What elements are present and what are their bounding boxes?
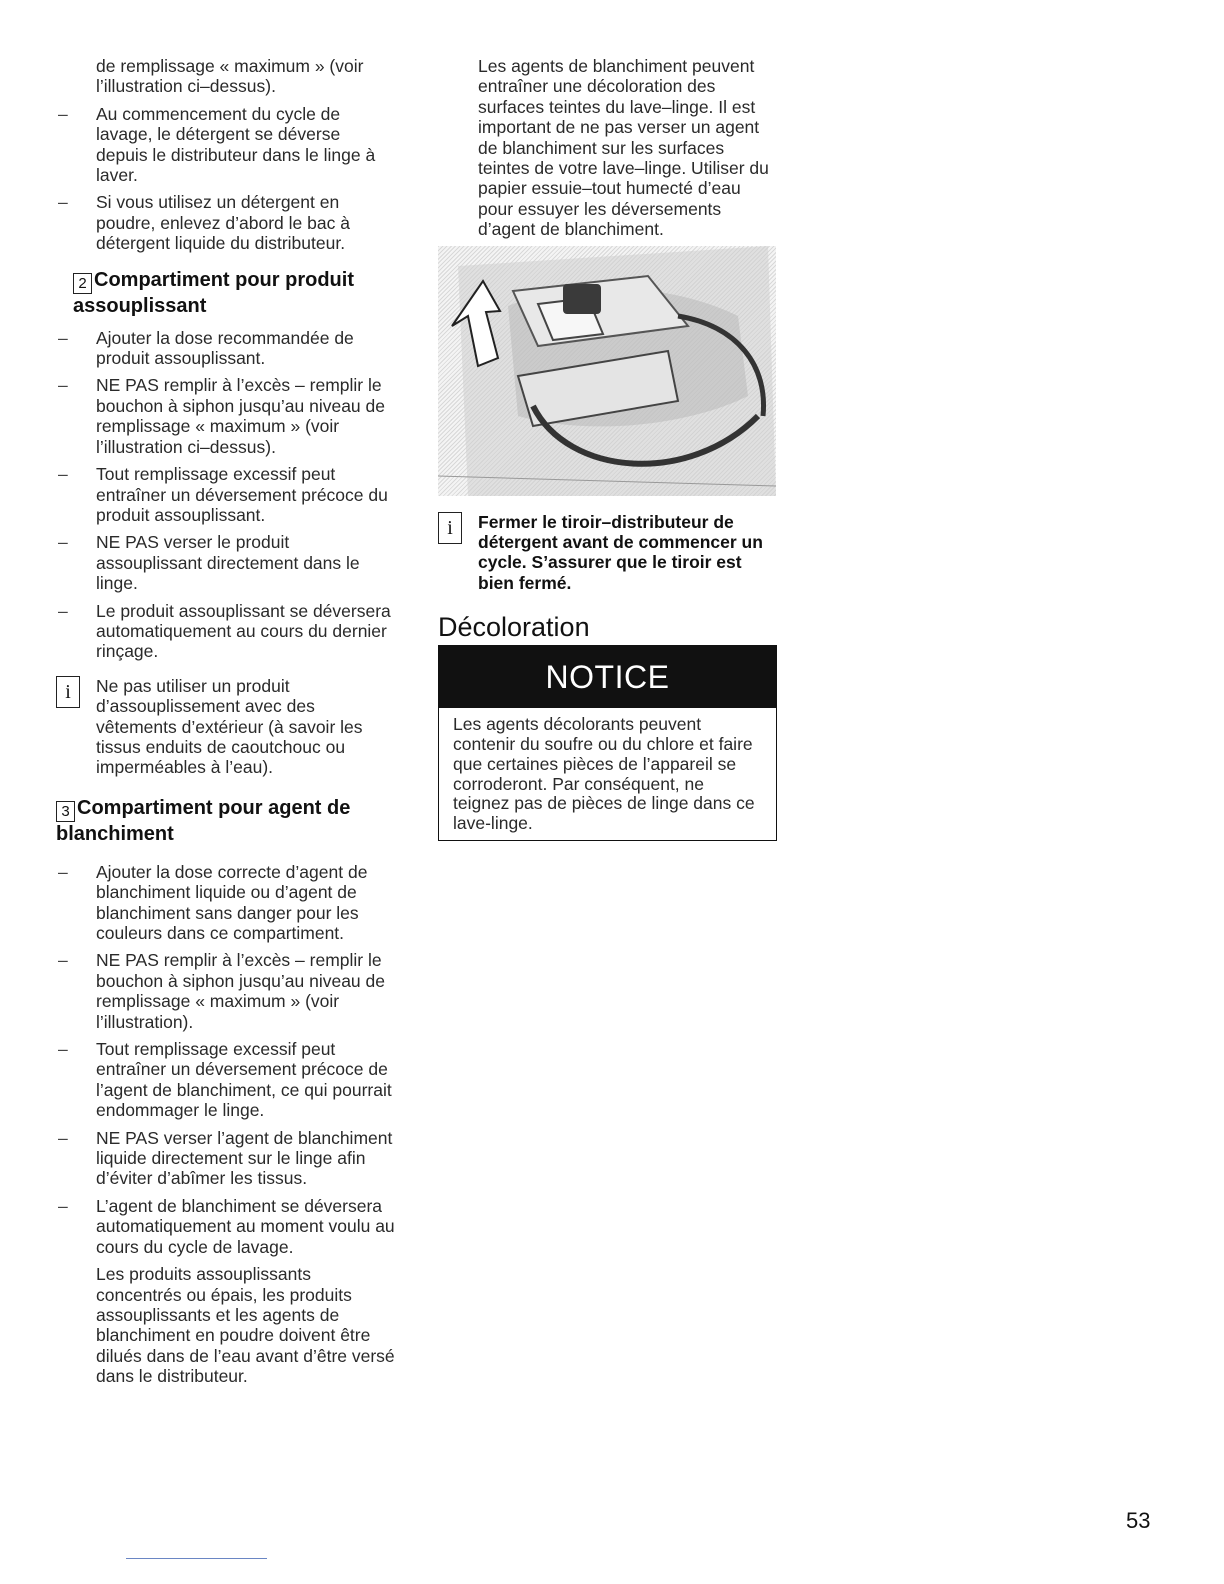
section-title-line2: blanchiment: [56, 822, 174, 845]
softener-list: [56, 328, 396, 662]
drawer-note-text: Fermer le tiroir–distributeur de détergent avant de commencer un cycle. S’assurer que le tiroir est bien fermé.: [478, 511, 763, 593]
list-item: – Si vous utilisez un détergent en poudre, enlevez d’abord le bac à détergent liquide du distributeur.: [56, 192, 396, 253]
drawer-note: [438, 512, 778, 594]
left-column: [56, 56, 396, 1394]
list-item: – Ajouter la dose correcte d’agent de blanchiment liquide ou d’agent de blanchiment sans danger pour les couleurs dans ce compartiment.: [56, 862, 396, 944]
info-icon: i: [56, 676, 80, 708]
page-number: 53: [1126, 1508, 1151, 1533]
section-title-line1: Compartiment pour produit: [94, 268, 354, 291]
footer-rule: [126, 1558, 267, 1559]
info-note-text: Ne pas utiliser un produit d’assouplissement avec des vêtements d’extérieur (à savoir les tissus enduits de caoutchouc ou imperméables à l’eau).: [96, 675, 363, 778]
bleach-warning-paragraph: Les agents de blanchiment peuvent entraîner une décoloration des surfaces teintes du lave–linge. Il est important de ne pas verser un agent de blanchiment sur les surfaces teintes de votre lave–linge. Utiliser du papier essuie–tout humecté d’eau pour essuyer les déversements d’agent de blanchiment.: [478, 56, 769, 240]
notice-box: [438, 645, 777, 841]
bleach-list: [56, 862, 396, 1387]
section-heading-softener: [56, 268, 396, 318]
list-item: – NE PAS verser l’agent de blanchiment liquide directement sur le linge afin d’éviter d’abîmer les tissus.: [56, 1128, 396, 1189]
list-item: – Tout remplissage excessif peut entraîner un déversement précoce du produit assouplissant.: [56, 464, 396, 525]
info-note-softener: [56, 676, 396, 778]
intro-continuation: de remplissage « maximum » (voir l’illustration ci–dessus).: [96, 56, 364, 97]
list-item: – Au commencement du cycle de lavage, le détergent se déverse depuis le distributeur dans le linge à laver.: [56, 104, 396, 186]
list-item: – NE PAS remplir à l’excès – remplir le bouchon à siphon jusqu’au niveau de remplissage « maximum » (voir l’illustration).: [56, 950, 396, 1032]
closing-paragraph: Les produits assouplissants concentrés ou épais, les produits assouplissants et les agents de blanchiment en poudre doivent être dilués dans de l’eau avant d’être versé dans le distributeur.: [96, 1264, 395, 1387]
list-item: – NE PAS remplir à l’excès – remplir le bouchon à siphon jusqu’au niveau de remplissage « maximum » (voir l’illustration ci–dessus).: [56, 375, 396, 457]
list-item: – L’agent de blanchiment se déversera automatiquement au moment voulu au cours du cycle de lavage.: [56, 1196, 396, 1257]
section-number-box: 3: [56, 801, 75, 822]
section-heading-bleach: [56, 796, 396, 846]
decoloration-heading: Décoloration: [438, 612, 590, 643]
dispenser-drawer-illustration: [438, 246, 776, 496]
right-column: [438, 56, 778, 841]
intro-list: [56, 104, 396, 254]
list-item: – NE PAS verser le produit assouplissant directement dans le linge.: [56, 532, 396, 593]
list-item: – Ajouter la dose recommandée de produit assouplissant.: [56, 328, 396, 369]
section-title-line1: Compartiment pour agent de: [77, 796, 351, 819]
notice-label: NOTICE: [439, 646, 776, 708]
drawer-drawing: [438, 246, 776, 496]
list-item: – Tout remplissage excessif peut entraîner un déversement précoce de l’agent de blanchiment, ce qui pourrait endommager le linge.: [56, 1039, 396, 1121]
section-number-box: 2: [73, 273, 92, 294]
list-item: – Le produit assouplissant se déversera automatiquement au cours du dernier rinçage.: [56, 601, 396, 662]
section-title-line2: assouplissant: [73, 294, 207, 317]
notice-text: Les agents décolorants peuvent contenir du soufre ou du chlore et faire que certaines pièces de l’appareil se corroderont. Par conséquent, ne teignez pas de pièces de linge dans ce lave-linge.: [453, 714, 755, 834]
info-icon: i: [438, 512, 462, 544]
